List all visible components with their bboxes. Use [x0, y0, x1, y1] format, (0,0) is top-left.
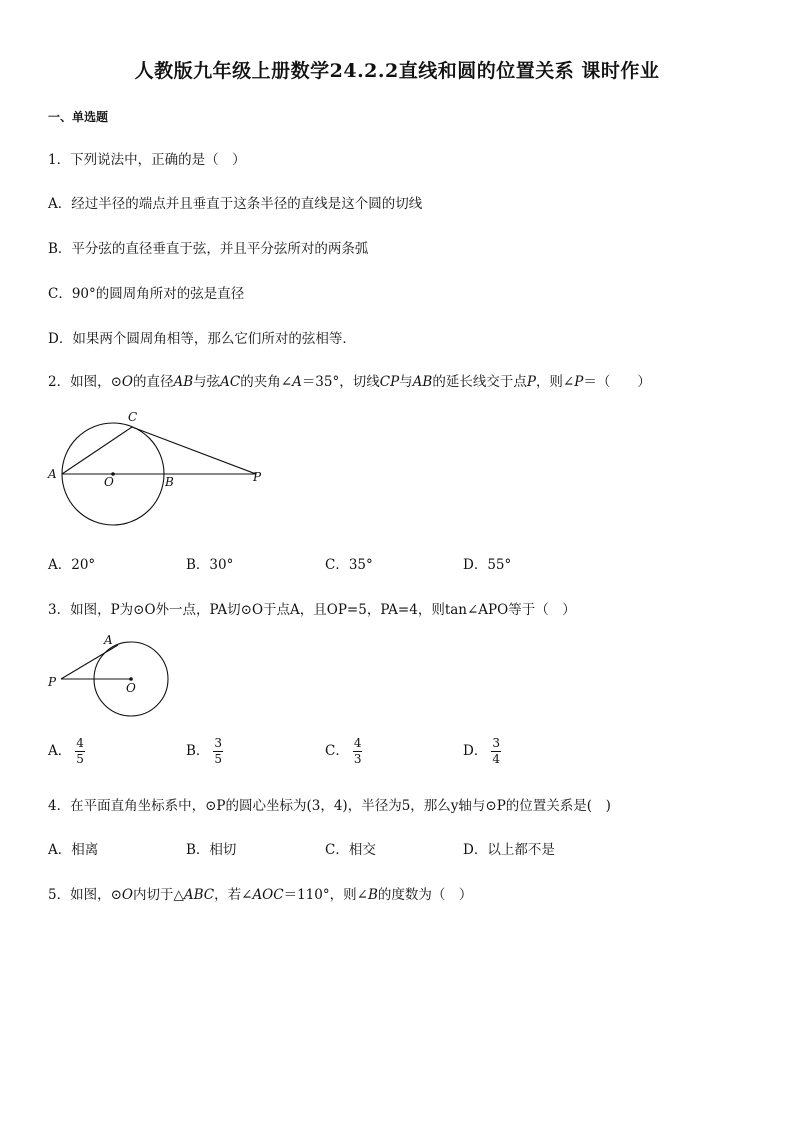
q2-chord-ac [62, 427, 132, 474]
q2-option-b: B．30° [186, 557, 234, 573]
q3-label-p: P [48, 675, 57, 689]
q2-label-o: O [104, 475, 114, 489]
q2-option-a: A．20° [48, 557, 96, 573]
q2-option-c: C．35° [325, 557, 373, 573]
q1-stem: 1．下列说法中，正确的是（ ） [48, 152, 246, 168]
q2-tangent-cp [132, 427, 256, 474]
q4-option-a: A．相离 [48, 842, 99, 858]
q1-option-d: D．如果两个圆周角相等，那么它们所对的弦相等． [48, 331, 356, 347]
q4-option-c: C．相交 [325, 842, 376, 858]
q2-label-c: C [128, 410, 138, 424]
section-heading: 一、单选题 [48, 110, 109, 124]
q2-figure [40, 405, 280, 535]
q1-option-c: C．90°的圆周角所对的弦是直径 [48, 286, 245, 302]
q3-figure [40, 630, 180, 725]
q5-stem: 5．如图，⊙O内切于△ABC，若∠AOC＝110°，则∠B的度数为（ ） [48, 887, 473, 903]
q2-option-d: D．55° [463, 557, 512, 573]
q4-stem: 4．在平面直角坐标系中，⊙P的圆心坐标为(3，4)，半径为5，那么y轴与⊙P的位置关系是( ) [48, 798, 611, 814]
q2-label-b: B [165, 475, 174, 489]
q3-tangent-pa [61, 645, 118, 679]
q4-option-d: D．以上都不是 [463, 842, 555, 858]
q3-stem: 3．如图，P为⊙O外一点，PA切⊙O于点A，且OP=5，PA=4，则tan∠APO等于（ ） [48, 602, 576, 618]
q3-label-a: A [104, 633, 113, 647]
q3-option-b: B． $\frac{3}{5}$ [186, 736, 223, 766]
q4-option-b: B．相切 [186, 842, 237, 858]
q3-option-a: A． $\frac{4}{5}$ [48, 736, 84, 766]
q2-label-a: A [48, 467, 57, 481]
q3-label-o: O [126, 681, 136, 695]
q2-stem: 2．如图，⊙O的直径AB与弦AC的夹角∠A＝35°，切线CP与AB的延长线交于点P，则∠P＝（ ） [48, 374, 651, 390]
q1-option-b: B．平分弦的直径垂直于弦，并且平分弦所对的两条弧 [48, 241, 369, 257]
q1-option-a: A．经过半径的端点并且垂直于这条半径的直线是这个圆的切线 [48, 196, 423, 212]
q3-option-d: D． $\frac{3}{4}$ [463, 736, 500, 766]
q2-label-p: P [253, 470, 262, 484]
q3-option-c: C． $\frac{4}{3}$ [325, 736, 362, 766]
page-title: 人教版九年级上册数学24.2.2直线和圆的位置关系 课时作业 [134, 60, 660, 82]
